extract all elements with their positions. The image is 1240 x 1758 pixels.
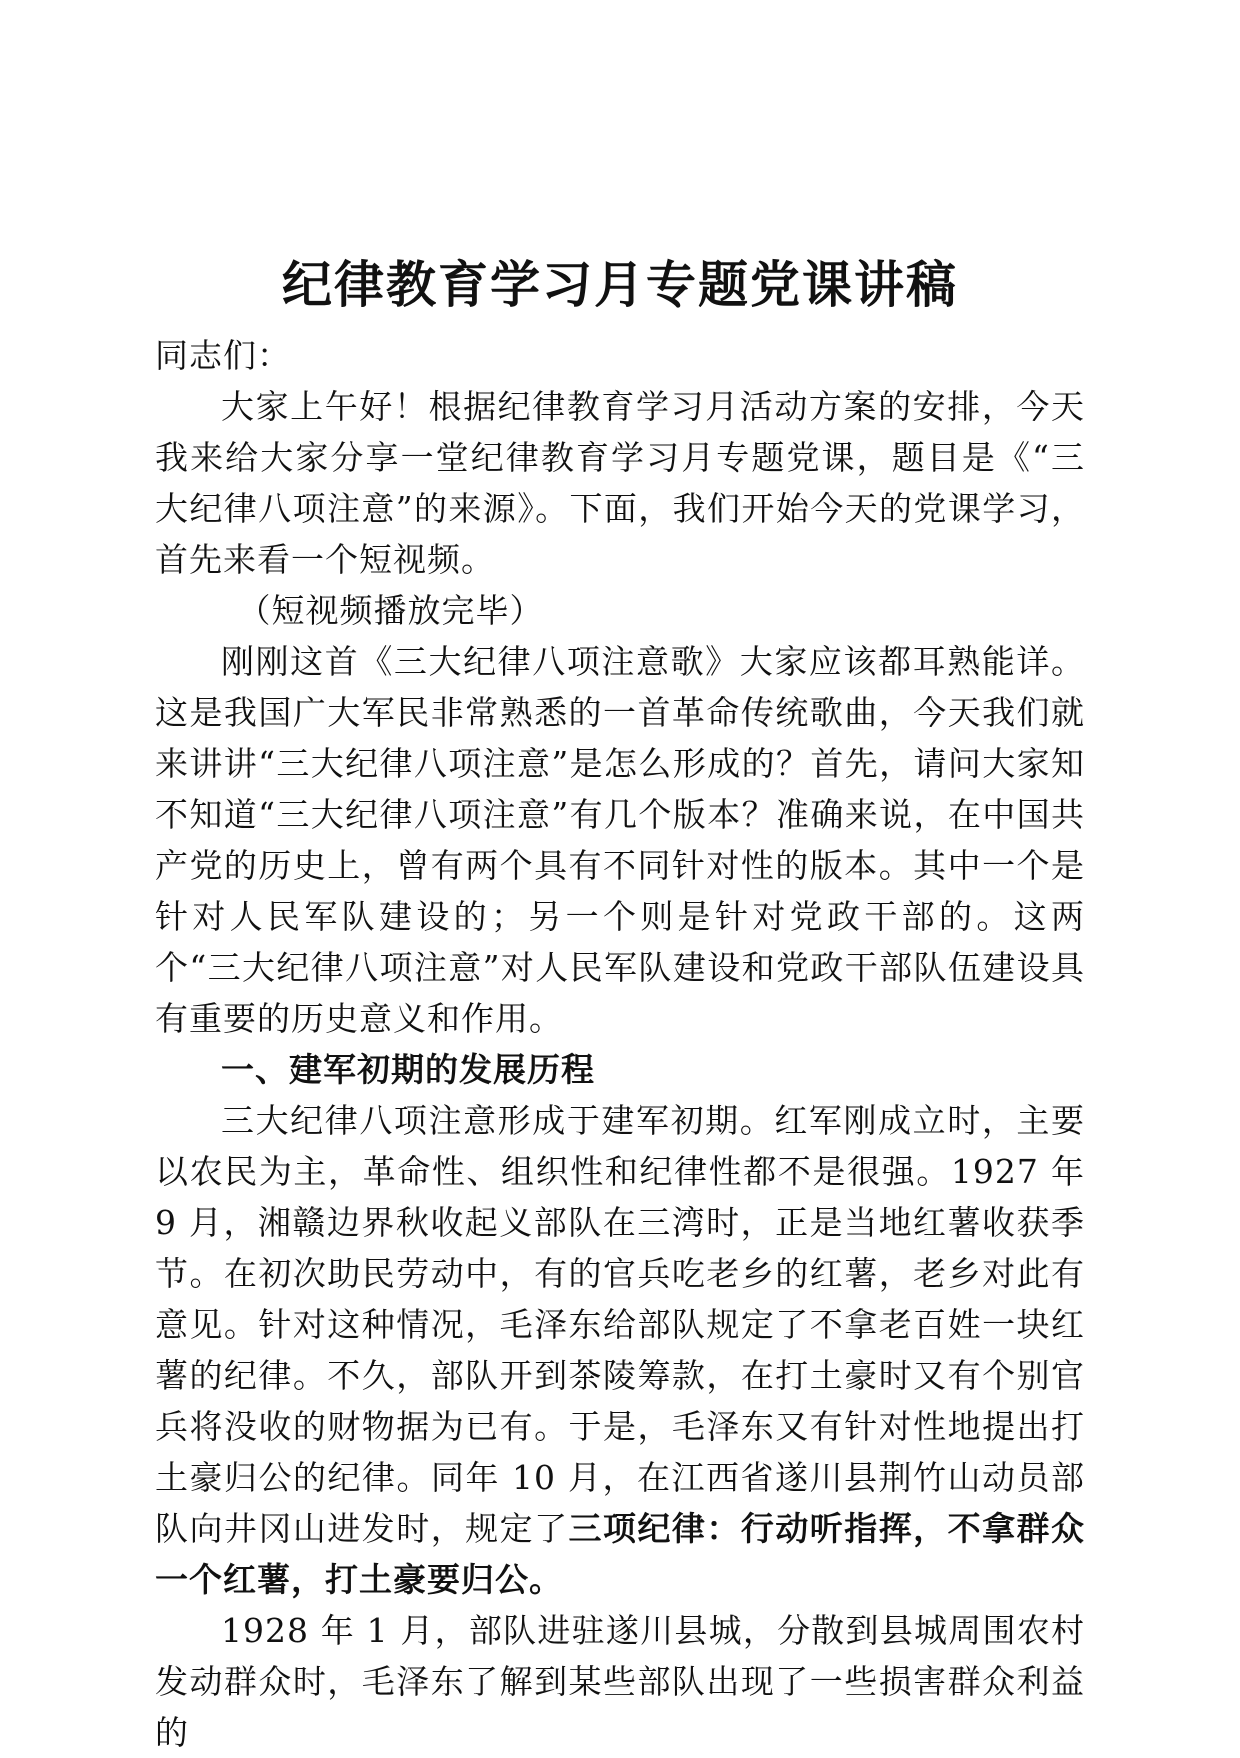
document-body [155, 330, 1085, 1758]
paragraph-1: 大家上午好！根据纪律教育学习月活动方案的安排，今天我来给大家分享一堂纪律教育学习月专题党课，题目是《“三大纪律八项注意”的来源》。下面，我们开始今天的党课学习，首先来看一个短视频。 [155, 387, 1085, 579]
video-note: （短视频播放完毕） [237, 591, 544, 630]
salutation: 同志们： [155, 336, 291, 375]
paragraph-4: 1928 年 1 月，部队进驻遂川县城，分散到县城周围农村发动群众时，毛泽东了解到某些部队出现了一些损害群众利益的 [155, 1611, 1085, 1752]
three-disciplines-bold: 三项纪律：行动听指挥，不拿群众一个红薯，打土豪要归公。 [155, 1509, 1086, 1599]
paragraph-3-text: 三大纪律八项注意形成于建军初期。红军刚成立时，主要以农民为主，革命性、组织性和纪律性都不是很强。1927 年 9 月，湘赣边界秋收起义部队在三湾时，正是当地红薯收获季节。在初次助民劳动中，有的官兵吃老乡的红薯，老乡对此有意见。针对这种情况，毛泽东给部队规定了不拿老百姓一块红薯的纪律。不久，部队开到茶陵筹款，在打土豪时又有个别官兵将没收的财物据为已有。于是，毛泽东又有针对性地提出打土豪归公的纪律。同年 10 月，在江西省遂川县荆竹山动员部队向井冈山进发时，规定了 [155, 1101, 1085, 1548]
paragraph-2: 刚刚这首《三大纪律八项注意歌》大家应该都耳熟能详。这是我国广大军民非常熟悉的一首革命传统歌曲，今天我们就来讲讲“三大纪律八项注意”是怎么形成的？首先，请问大家知不知道“三大纪律八项注意”有几个版本？准确来说，在中国共产党的历史上，曾有两个具有不同针对性的版本。其中一个是针对人民军队建设的；另一个则是针对党政干部的。这两个“三大纪律八项注意”对人民军队建设和党政干部队伍建设具有重要的历史意义和作用。 [155, 642, 1085, 1038]
document-title: 纪律教育学习月专题党课讲稿 [282, 255, 958, 314]
section-heading-1: 一、建军初期的发展历程 [221, 1050, 595, 1089]
paragraph-3 [155, 1095, 1085, 1605]
